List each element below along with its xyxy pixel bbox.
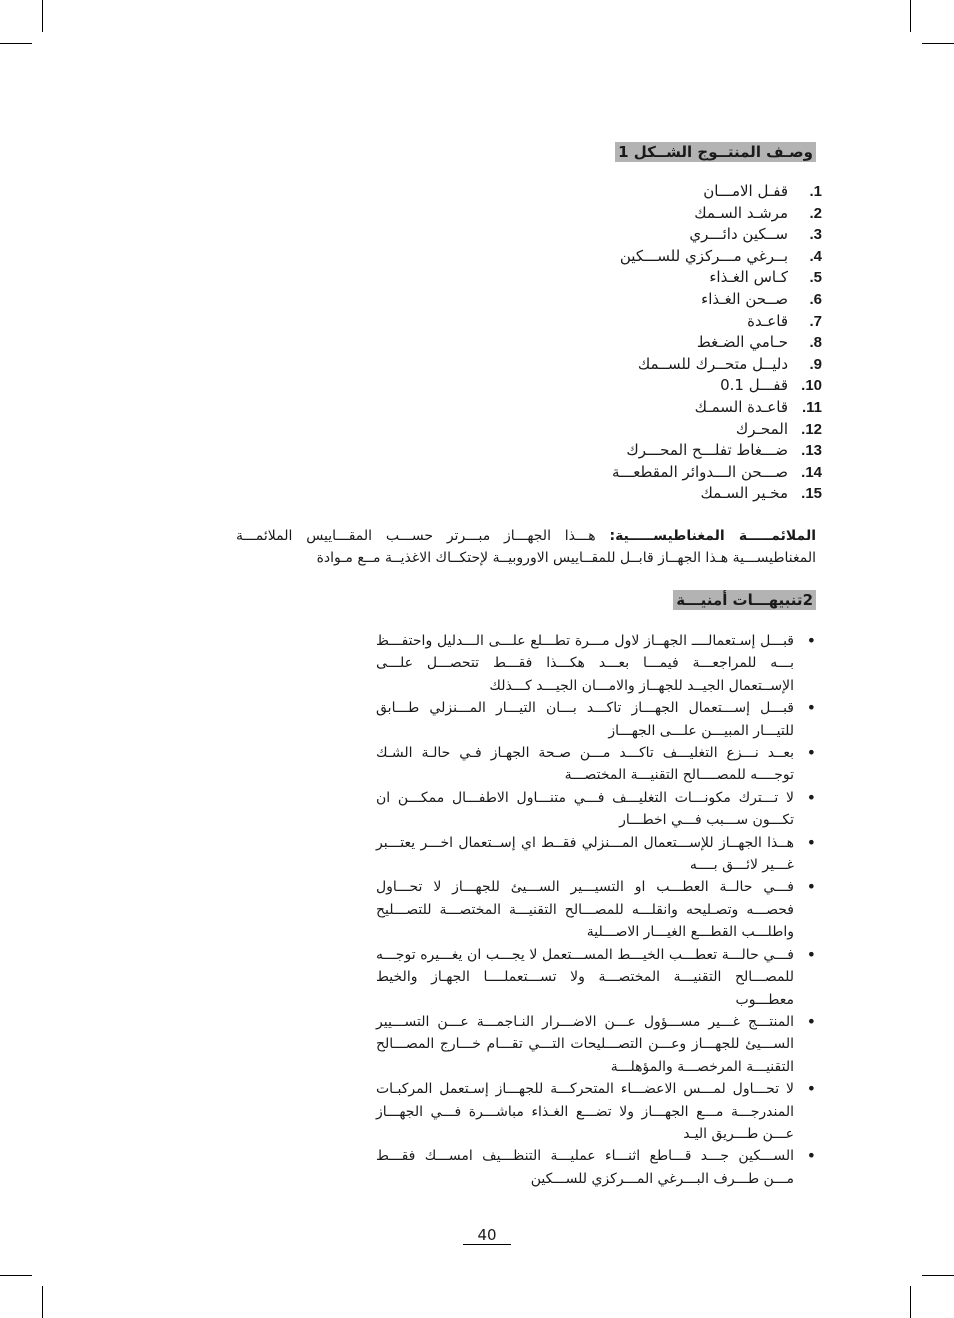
- part-label: بــرغي مـــركزي للســـكين: [619, 246, 788, 265]
- warning-item: • فـــي حالـــة تعطـــب الخيـــط المســـتعمل لا يجـــب ان يغـــيره توجـــه للمصـــالح التقنيـــة المختصـــة ولا تســـتعملــــا الجهـاز والخيط معطـــوب: [376, 944, 816, 1011]
- part-number: 1.: [809, 183, 822, 200]
- page-number: 40: [463, 1226, 511, 1245]
- part-label: قفـل الامـــان: [703, 182, 788, 200]
- part-item: [402, 483, 822, 505]
- safety-warnings-list: [376, 630, 816, 1190]
- part-number: 8.: [809, 334, 822, 352]
- part-label: مرشـد السـمك: [694, 203, 788, 222]
- part-item: [402, 203, 822, 225]
- part-item: [402, 267, 822, 289]
- section-1-heading: وصـف المنتــوج الشــكل 1: [615, 142, 816, 162]
- crop-mark: [922, 43, 954, 44]
- part-label: كـاس الغـذاء: [709, 268, 788, 287]
- part-item: [402, 311, 822, 333]
- part-number: 11.: [801, 398, 822, 416]
- part-number: 3.: [809, 226, 822, 244]
- part-item: [402, 224, 822, 246]
- compatibility-text: هـــذا الجهـــاز مبـــرتر حســـب المقـــاييس الملائمـــة المغناطيســـية هـذا الجهــاز قابــل للمقــاييس الاوروبيــة لإحتكــاك الاغذيــة مــع مـوادة: [236, 528, 816, 566]
- part-item: [402, 332, 822, 354]
- part-number: 15.: [801, 485, 822, 503]
- part-label: قاعـدة: [747, 311, 788, 330]
- part-number: 2.: [809, 204, 822, 222]
- warning-item: • الســـكين جـــد قـــاطع اثنـــاء عمليـــة التنظـــيف امســـك فقـــط مـــن طـــرف البـــرغي المـــركزي للســـكين: [376, 1145, 816, 1190]
- warning-item: • لا تحـــاول لمـــس الاعضـــاء المتحركـــة للجهـــاز إسـتعمل المركبـات المندرجـــة مـــع الجهـــاز ولا تضـــع الغـذاء مباشـــرة فـــي الجهـــاز عـــن طـــريق اليـد: [376, 1078, 816, 1145]
- warning-item: • قبـــل إسـتعمالــــ الجهــاز لاول مـــرة تطـــلع علـــى الـــدليل واحتفـــظ بـــه للمراجعـــة فيمـــا بعـــد هكـــذا فقـــط تتحصـــل علـــى الإســتعمال الجيــد للجهــاز والامـــان الجيـــد كـــذلك: [376, 630, 816, 697]
- part-item: [402, 289, 822, 311]
- crop-mark: [922, 1275, 954, 1276]
- part-number: 14.: [801, 463, 822, 481]
- crop-mark: [0, 43, 32, 44]
- part-item: [402, 462, 822, 484]
- part-label: قفـــل 0.1: [720, 376, 788, 395]
- part-item: [402, 397, 822, 419]
- part-item: [402, 354, 822, 376]
- part-label: قاعـدة السمـك: [694, 397, 788, 416]
- crop-mark: [42, 1286, 43, 1318]
- part-item: [402, 440, 822, 462]
- warning-item: • هــذا الجهــاز للإســـتعمال المـــنزلي فقــط اي إســتعمال اخـــر يعتـــبر غـــير لائـــق بــــه: [376, 832, 816, 877]
- warning-item: • بعــد نـــزع التغليـــف تاكـــد مـــن صـحة الجهـاز فـي حالـة الشـك توجــــه للمصــــالح التقنيـــة المختصـــة: [376, 742, 816, 787]
- part-item: [402, 246, 822, 268]
- part-label: صــحن الغـذاء: [701, 289, 788, 308]
- crop-mark: [910, 1286, 911, 1318]
- part-number: 12.: [801, 420, 822, 438]
- part-label: ضـــغاط تفلـــح المحـــرك: [626, 441, 788, 460]
- compatibility-label: الملائمـــــة المغناطيســـــية:: [609, 528, 816, 544]
- part-label: ســكين دائـــري: [689, 225, 788, 244]
- part-item: [402, 419, 822, 441]
- warning-item: • فـــي حالــة العطـــب او التسيـــير الســـيئ للجهـــاز لا تحـــاول فحصـــه وتصـليحه وانقلـــه للمصـــالح التقنيـــة المختصـــة للتصـــليح واطلـــب القطـــع الغيـــار الاصـــلية: [376, 876, 816, 943]
- warning-item: • قبـــل إســـتعمال الجهـــاز تاكـــد بـــان التيـــار المـــنزلي طـــابق للتيـــار المبيـــن علـــى الجهـــاز: [376, 697, 816, 742]
- part-number: 7.: [809, 312, 822, 330]
- part-number: 9.: [809, 355, 822, 373]
- warning-item: • لا تـــترك مكونـــات التغليـــف فـــي متنـــاول الاطفـــال ممكـــن ان تكـــون ســـبب فـــي اخطـــار: [376, 787, 816, 832]
- part-label: دليــل متحــرك للســمك: [637, 354, 788, 373]
- part-number: 4.: [809, 247, 822, 265]
- crop-mark: [910, 0, 911, 32]
- part-label: المحـرك: [735, 419, 788, 438]
- crop-mark: [0, 1275, 32, 1276]
- parts-list: [402, 181, 822, 505]
- warning-item: • المنتـــج غـــير مســـؤول عـــن الاضـــرار النـاجمـــة عـــن التســـيير الســـيئ للجهـــاز وعـــن التصـــليحات التـــي تقـــام خـــارج المصـــالح التقنيـــة المرخصـــة والمؤهلـــة: [376, 1011, 816, 1078]
- part-number: 5.: [809, 269, 822, 287]
- part-label: مخـير السـمك: [700, 484, 788, 503]
- part-number: 6.: [809, 290, 822, 308]
- part-item: [402, 181, 822, 203]
- compatibility-note: [236, 525, 816, 569]
- part-label: صـــحن الـــدوائر المقطعـــة: [612, 462, 788, 481]
- part-label: حـامي الضـغط: [696, 333, 788, 352]
- part-item: [402, 375, 822, 397]
- section-2-heading: 2تنبيهـــات أمنيـــة: [673, 590, 816, 610]
- part-number: 10.: [801, 377, 822, 395]
- part-number: 13.: [801, 442, 822, 460]
- crop-mark: [42, 0, 43, 32]
